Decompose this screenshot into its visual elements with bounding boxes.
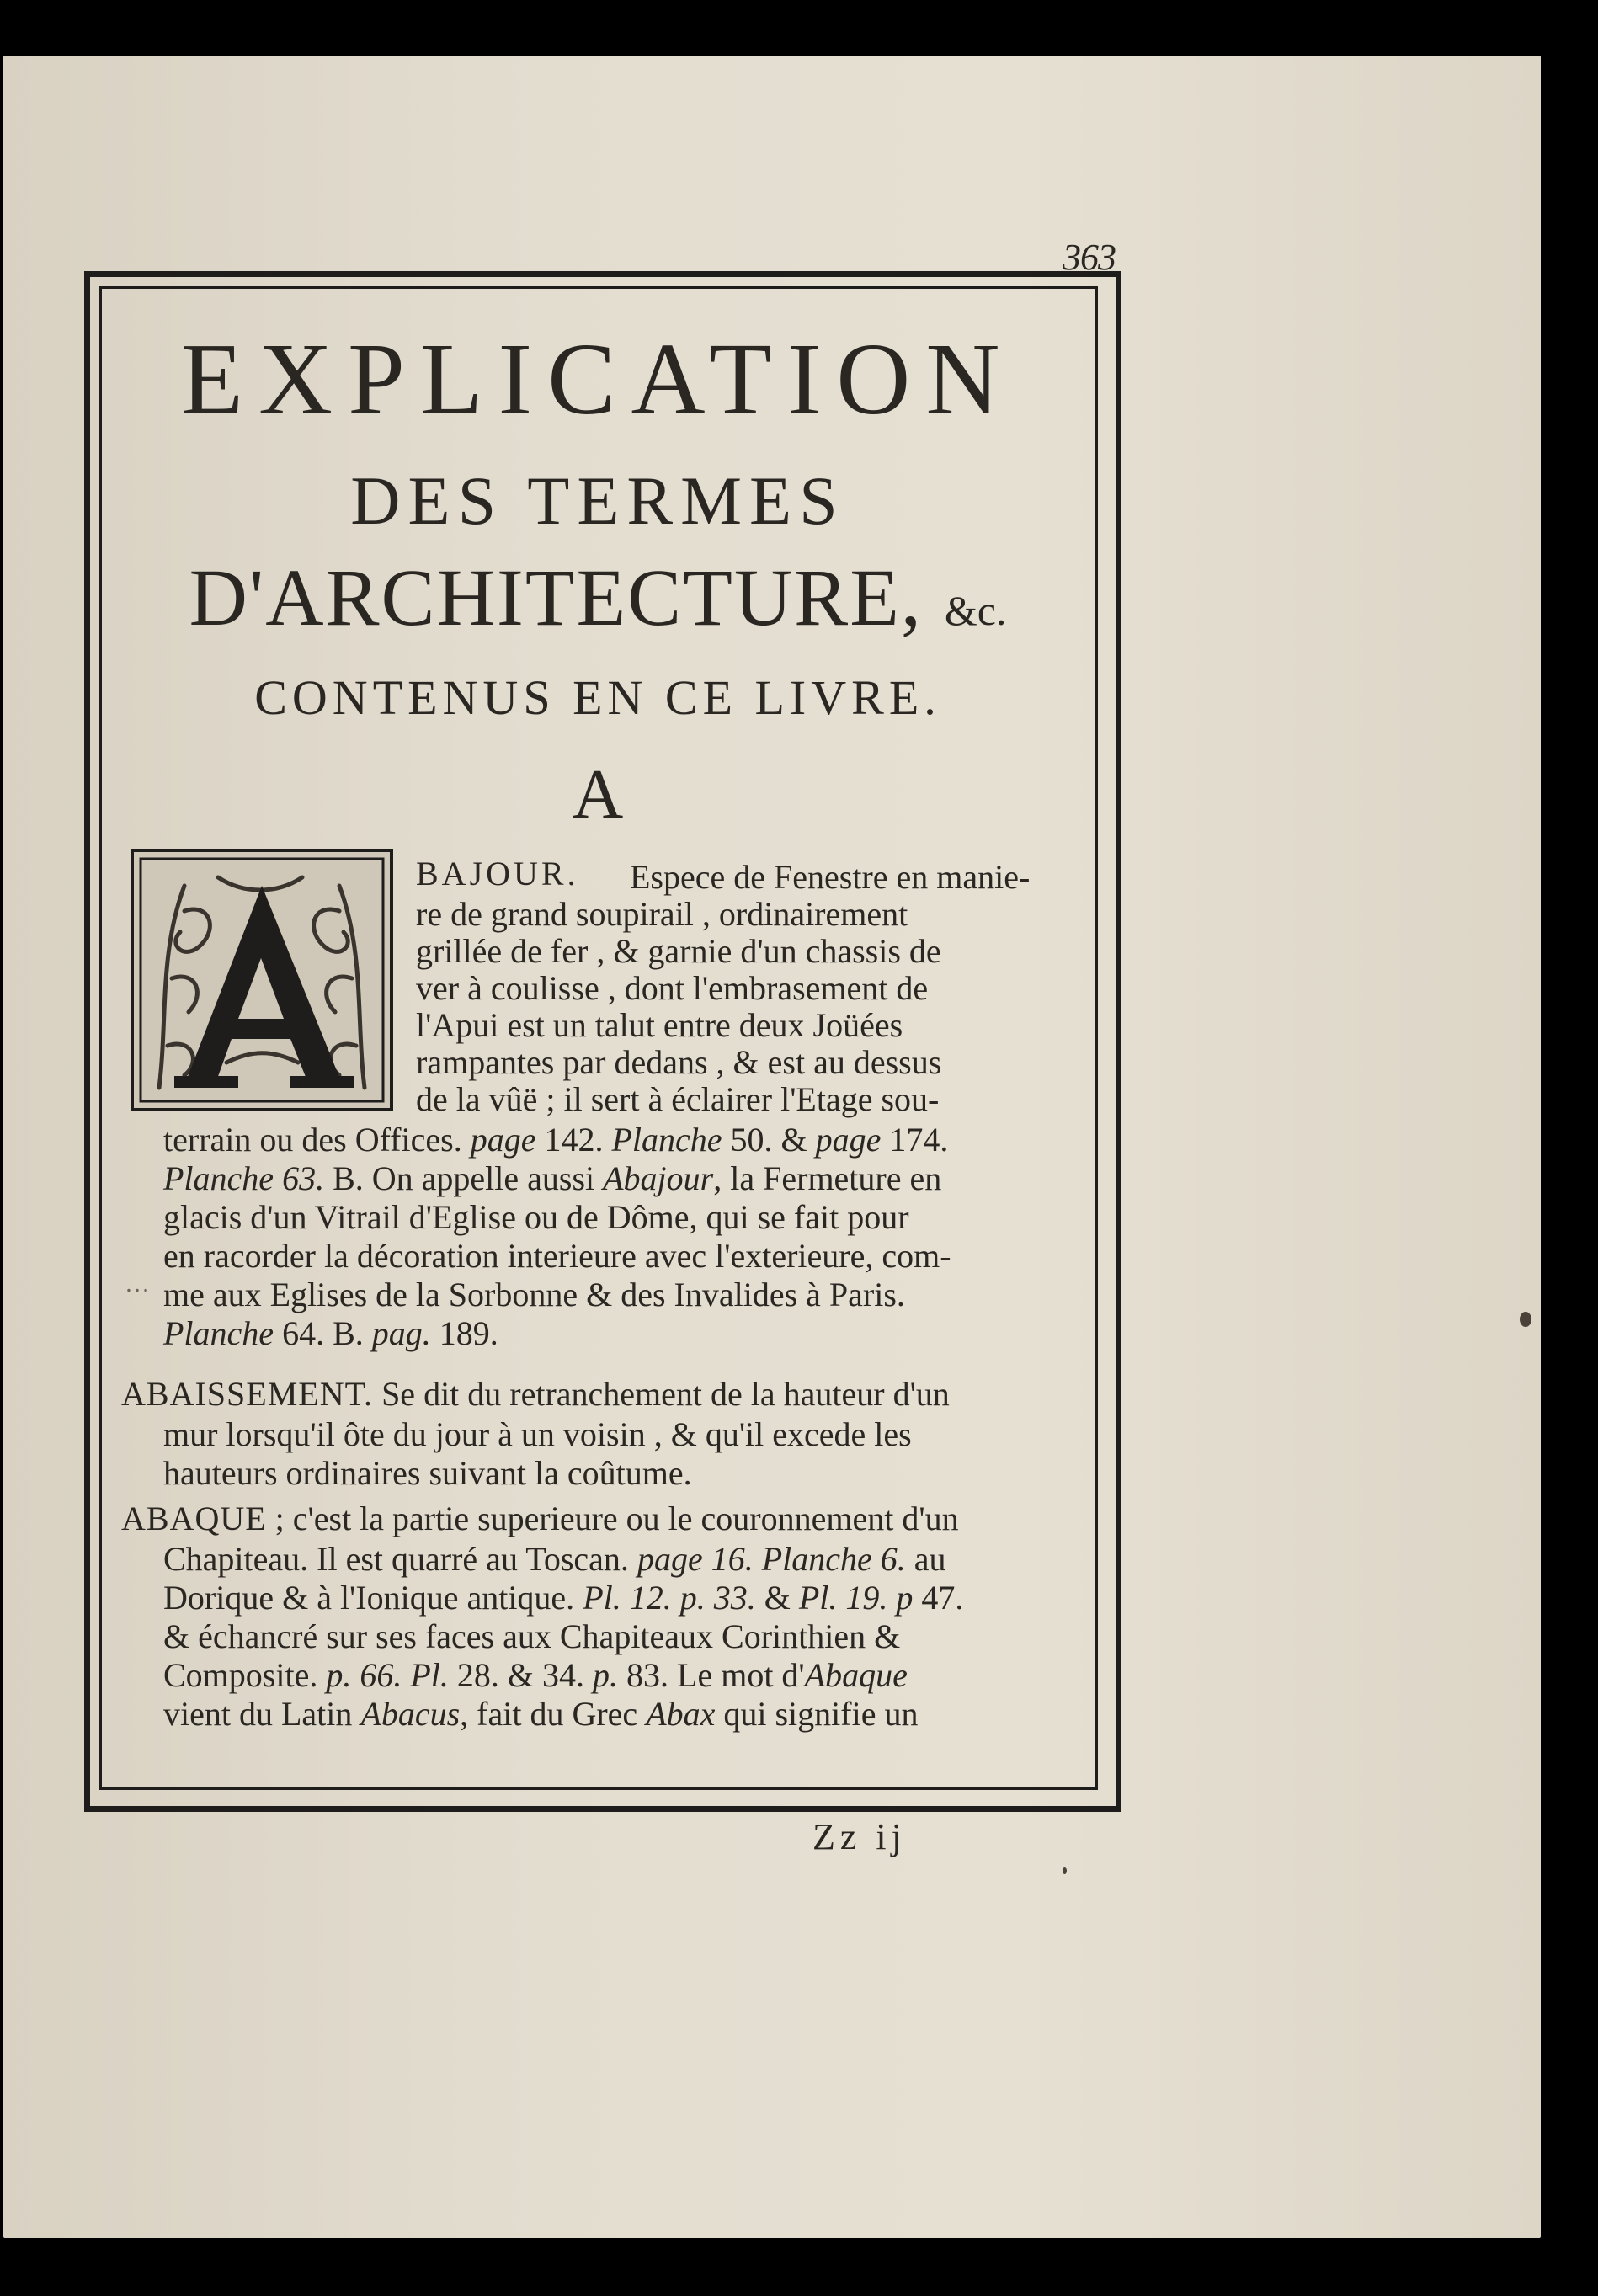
page-ref: page 16. Planche 6. bbox=[637, 1540, 906, 1578]
entry-text-line: rampantes par dedans , & est au dessus bbox=[416, 1043, 942, 1081]
entry-text-line: & échancré sur ses faces aux Chapiteaux Corinthien & bbox=[163, 1617, 901, 1655]
text-run: 28. & 34. bbox=[456, 1656, 585, 1694]
text-run: 142. bbox=[544, 1121, 604, 1159]
page-ref: page bbox=[470, 1121, 536, 1159]
entry-abaissement bbox=[121, 1377, 950, 1411]
entry-text-line bbox=[163, 1656, 908, 1694]
plate-ref: Planche bbox=[163, 1159, 274, 1197]
text-run: , la Fermeture en bbox=[713, 1159, 942, 1197]
plate-ref: Pl. 19. p bbox=[798, 1579, 914, 1617]
entry-text-line: ver à coulisse , dont l'embrasement de bbox=[416, 969, 929, 1007]
text-run: 47. bbox=[921, 1579, 964, 1617]
text-run: 83. Le mot d' bbox=[626, 1656, 805, 1694]
text-run: ; c'est la partie superieure ou le couronnement d'un bbox=[274, 1500, 959, 1537]
entry-text-line: mur lorsqu'il ôte du jour à un voisin , & qu'il excede les bbox=[163, 1415, 912, 1453]
text-run: 174. bbox=[889, 1121, 949, 1159]
entry-text-line bbox=[163, 1314, 498, 1352]
entry-text-line bbox=[163, 1123, 948, 1157]
entry-head: ABAISSEMENT. bbox=[121, 1375, 374, 1413]
text-run: & bbox=[764, 1579, 791, 1617]
paper-stain bbox=[1520, 1312, 1531, 1327]
text-run: Se dit du retranchement de la hauteur d'un bbox=[381, 1375, 950, 1413]
subtitle-line-3: CONTENUS EN CE LIVRE. bbox=[254, 670, 941, 725]
entry-head: ABAQUE bbox=[121, 1500, 267, 1537]
text-run: Chapiteau. Il est quarré au Toscan. bbox=[163, 1540, 629, 1578]
catchword-signature: Zz ij bbox=[812, 1816, 907, 1857]
entry-text-line: en racorder la décoration interieure avec l'exterieure, com- bbox=[163, 1237, 951, 1275]
entry-text-line bbox=[163, 1581, 963, 1615]
term-italic: Abacus bbox=[360, 1695, 461, 1733]
text-run: Dorique & à l'Ionique antique. bbox=[163, 1579, 575, 1617]
page-ref: page bbox=[815, 1121, 882, 1159]
text-run: 64. B. bbox=[282, 1314, 364, 1352]
entry-text-line bbox=[163, 1542, 946, 1576]
subtitle-line-1: DES TERMES bbox=[350, 462, 845, 539]
subtitle-line-2 bbox=[93, 552, 1103, 642]
term-italic: Abaque bbox=[804, 1656, 908, 1694]
text-run: au bbox=[914, 1540, 946, 1578]
entry-text-line: hauteurs ordinaires suivant la coûtume. bbox=[163, 1454, 692, 1492]
page-title: EXPLICATION bbox=[180, 322, 1015, 436]
subtitle-architecture: D'ARCHITECTURE, bbox=[189, 552, 923, 642]
plate-ref: Planche bbox=[163, 1314, 274, 1352]
entry-text-line bbox=[163, 1697, 918, 1731]
page-ref: p. 66. Pl. bbox=[326, 1656, 449, 1694]
subtitle-etc: &c. bbox=[944, 587, 1007, 634]
entry-text-line: Espece de Fenestre en manie- bbox=[630, 858, 1031, 896]
term-italic: Abajour bbox=[603, 1159, 714, 1197]
text-run: terrain ou des Offices. bbox=[163, 1121, 462, 1159]
entry-text-line: l'Apui est un talut entre deux Joüées bbox=[416, 1006, 903, 1044]
plate-number: 63. bbox=[282, 1159, 325, 1197]
text-run: 189. bbox=[439, 1314, 498, 1352]
plate-ref: Planche bbox=[611, 1121, 722, 1159]
page-number: 363 bbox=[1063, 237, 1116, 278]
term-italic: Abax bbox=[646, 1695, 716, 1733]
plate-ref: Pl. 12. p. 33. bbox=[583, 1579, 756, 1617]
page-ref: pag. bbox=[371, 1314, 431, 1352]
text-run: vient du Latin bbox=[163, 1695, 353, 1733]
entry-text-line: de la vûë ; il sert à éclairer l'Etage sou- bbox=[416, 1080, 940, 1118]
margin-mark: … bbox=[125, 1270, 150, 1297]
section-letter: A bbox=[572, 755, 624, 834]
text-run: Composite. bbox=[163, 1656, 318, 1694]
entry-text-line: re de grand soupirail , ordinairement bbox=[416, 895, 908, 933]
paper-stain bbox=[1063, 1867, 1067, 1874]
entry-abaque bbox=[121, 1502, 959, 1536]
entry-text-line: glacis d'un Vitrail d'Eglise ou de Dôme, qui se fait pour bbox=[163, 1198, 909, 1236]
ornamental-initial-a-icon bbox=[131, 849, 393, 1111]
text-run: 50. & bbox=[730, 1121, 807, 1159]
text-run: qui signifie un bbox=[723, 1695, 919, 1733]
text-run: B. On appelle aussi bbox=[333, 1159, 595, 1197]
entry-text-line: me aux Eglises de la Sorbonne & des Invalides à Paris. bbox=[163, 1276, 905, 1313]
page-ref: p. bbox=[593, 1656, 619, 1694]
text-run: , fait du Grec bbox=[460, 1695, 638, 1733]
entry-abajour-head: BAJOUR. bbox=[416, 855, 579, 892]
entry-text-line: grillée de fer , & garnie d'un chassis de bbox=[416, 932, 941, 970]
entry-text-line bbox=[163, 1159, 942, 1197]
